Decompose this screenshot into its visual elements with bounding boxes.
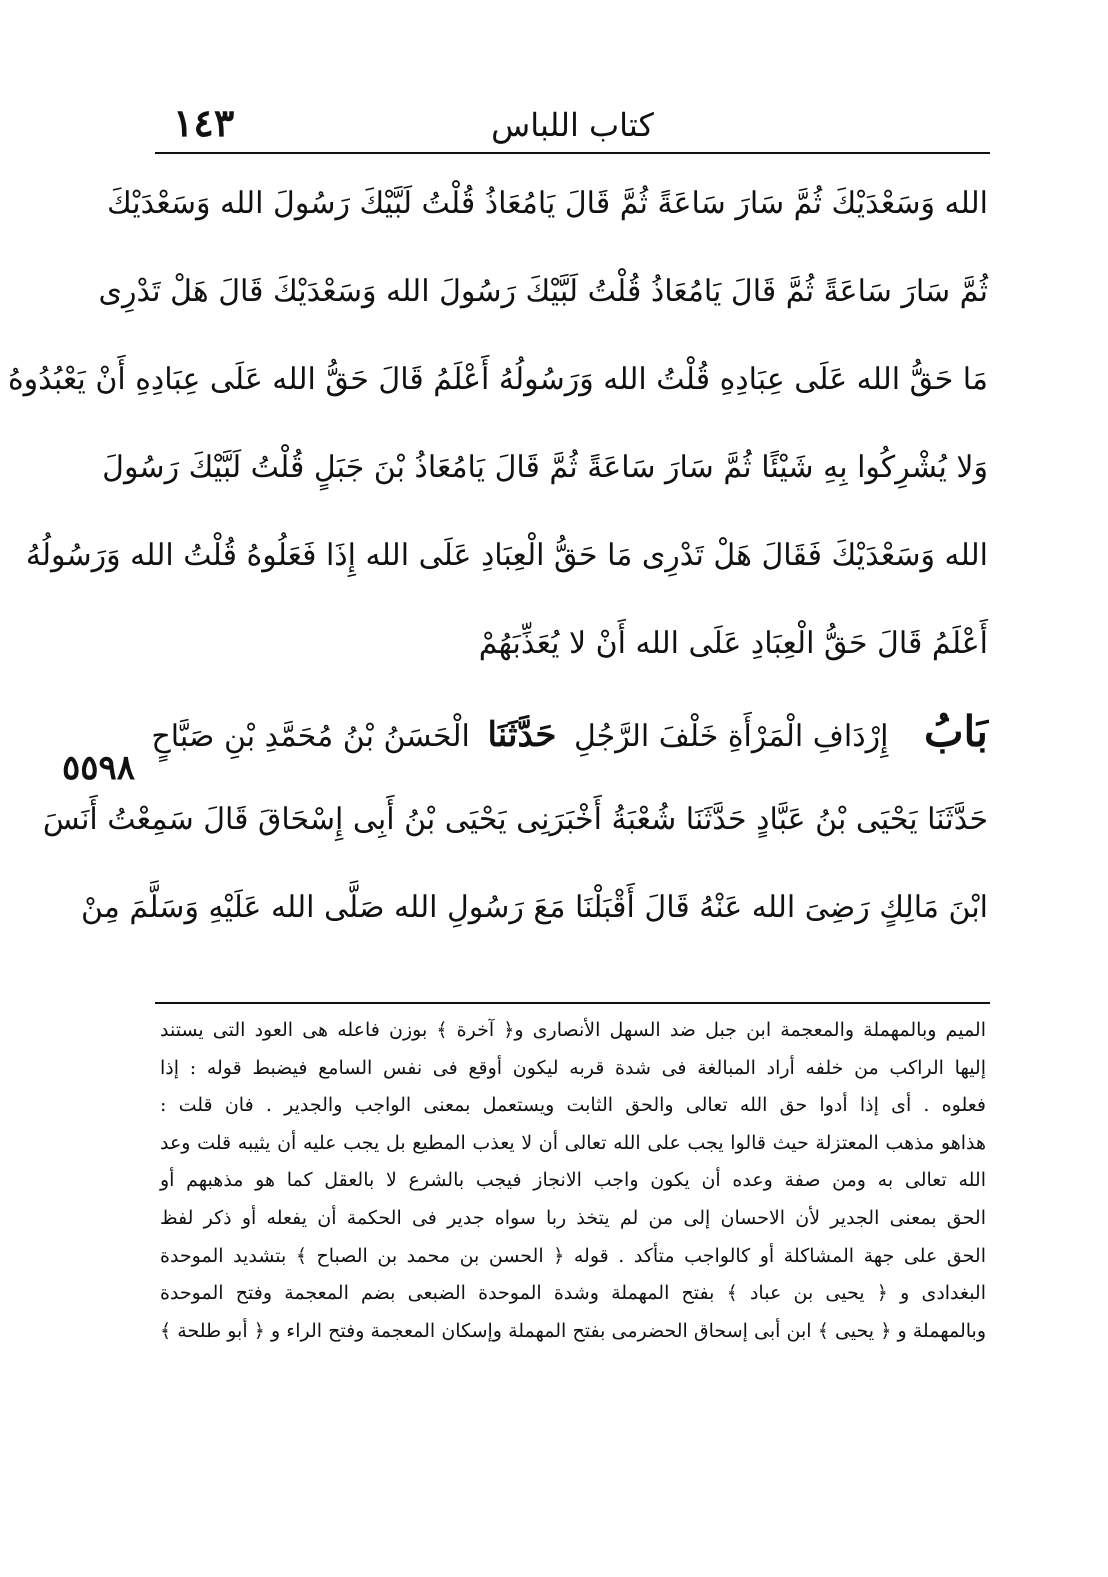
- text-line: حَدَّثَنَا يَحْيَى بْنُ عَبَّادٍ حَدَّثَنَا شُعْبَةُ أَخْبَرَنِى يَحْيَى بْنُ أَبِى إِسْحَاقَ قَالَ سَمِعْتُ أَنَسَ: [42, 802, 988, 837]
- commentary-line: وبالمهملة و ﴿ يحيى ﴾ ابن أبى إسحاق الحضرمى بفتح المهملة وإسكان المعجمة وفتح الراء و ﴿ أبو طلحة ﴾: [160, 1319, 986, 1342]
- commentary-divider: [155, 1002, 990, 1004]
- text-line: مَا حَقُّ الله عَلَى عِبَادِهِ قُلْتُ الله وَرَسُولُهُ أَعْلَمُ قَالَ حَقُّ الله عَلَى عِبَادِهِ أَنْ يَعْبُدُوهُ: [7, 362, 988, 397]
- commentary-line: هذاهو مذهب المعتزلة حيث قالوا يجب على الله تعالى أن لا يعذب المطيع بل يجب عليه أن يثيبه قلت وعد: [160, 1131, 986, 1154]
- commentary-line: إليها الراكب من خلفه أراد المبالغة فى شدة قربه ليكون أوقع فى نفس السامع فيضبط قوله : إذا: [160, 1056, 986, 1079]
- book-title: كتاب اللباس: [491, 106, 654, 144]
- page-number: ١٤٣: [173, 100, 235, 145]
- text-line: الله وَسَعْدَيْكَ فَقَالَ هَلْ تَدْرِى مَا حَقُّ الْعِبَادِ عَلَى الله إِذَا فَعَلُوهُ قُلْتُ الله وَرَسُولُهُ: [25, 538, 988, 573]
- commentary-line: الميم وبالمهملة والمعجمة ابن جبل ضد السهل الأنصارى و﴿ آخرة ﴾ بوزن فاعله هى العود التى يستند: [160, 1019, 986, 1041]
- page-header: [155, 98, 990, 148]
- text-line: ابْنَ مَالِكٍ رَضِىَ الله عَنْهُ قَالَ أَقْبَلْنَا مَعَ رَسُولِ الله صَلَّى الله عَلَيْهِ وَسَلَّمَ مِنْ: [80, 890, 988, 925]
- commentary-line: البغدادى و ﴿ يحيى بن عباد ﴾ بفتح المهملة وشدة الموحدة الضبعى بضم المعجمة وفتح الموحدة: [160, 1282, 986, 1305]
- commentary-line: فعلوه . أى إذا أدوا حق الله تعالى والحق الثابت ويستعمل بمعنى الواجب والجدير . فان قلت :: [160, 1094, 986, 1117]
- text-line: الله وَسَعْدَيْكَ ثُمَّ سَارَ سَاعَةً ثُمَّ قَالَ يَامُعَاذُ قُلْتُ لَبَّيْكَ رَسُولَ الله وَسَعْدَيْكَ: [106, 186, 988, 221]
- hadith-number: ٥٥٩٨: [62, 748, 136, 788]
- text-line: وَلا يُشْرِكُوا بِهِ شَيْئًا ثُمَّ سَارَ سَاعَةً ثُمَّ قَالَ يَامُعَاذُ بْنَ جَبَلٍ قُلْتُ لَبَّيْكَ رَسُولَ: [102, 450, 988, 485]
- header-divider: [155, 152, 990, 154]
- chapter-heading-line: [151, 688, 988, 776]
- text-line: أَعْلَمُ قَالَ حَقُّ الْعِبَادِ عَلَى الله أَنْ لا يُعَذِّبَهُمْ: [478, 626, 988, 661]
- commentary-text: [160, 1012, 986, 1350]
- commentary-line: الحق على جهة المشاكلة أو كالواجب متأكد . قوله ﴿ الحسن بن محمد بن الصباح ﴾ بتشديد الموحدة: [160, 1244, 986, 1267]
- chapter-title: إِرْدَافِ الْمَرْأَةِ خَلْفَ الرَّجُلِ: [573, 719, 889, 754]
- narrator-name: الْحَسَنُ بْنُ مُحَمَّدِ بْنِ صَبَّاحٍ: [151, 719, 470, 754]
- narration-marker: حَدَّثَنَا: [487, 715, 557, 755]
- commentary-line: الله تعالى به ومن صفة وعده أن يكون واجب الانجاز فيجب بالشرع لا بالعقل كما هو مذهبهم أو: [160, 1169, 986, 1192]
- text-line: ثُمَّ سَارَ سَاعَةً ثُمَّ قَالَ يَامُعَاذُ قُلْتُ لَبَّيْكَ رَسُولَ الله وَسَعْدَيْكَ قَالَ هَلْ تَدْرِى: [98, 274, 988, 309]
- commentary-line: الحق بمعنى الجدير لأن الاحسان إلى من لم يتخذ ربا سواه جدير فى الحكمة أن يفعله أو ذكر لفظ: [160, 1206, 986, 1229]
- chapter-label: بَابُ: [923, 707, 988, 756]
